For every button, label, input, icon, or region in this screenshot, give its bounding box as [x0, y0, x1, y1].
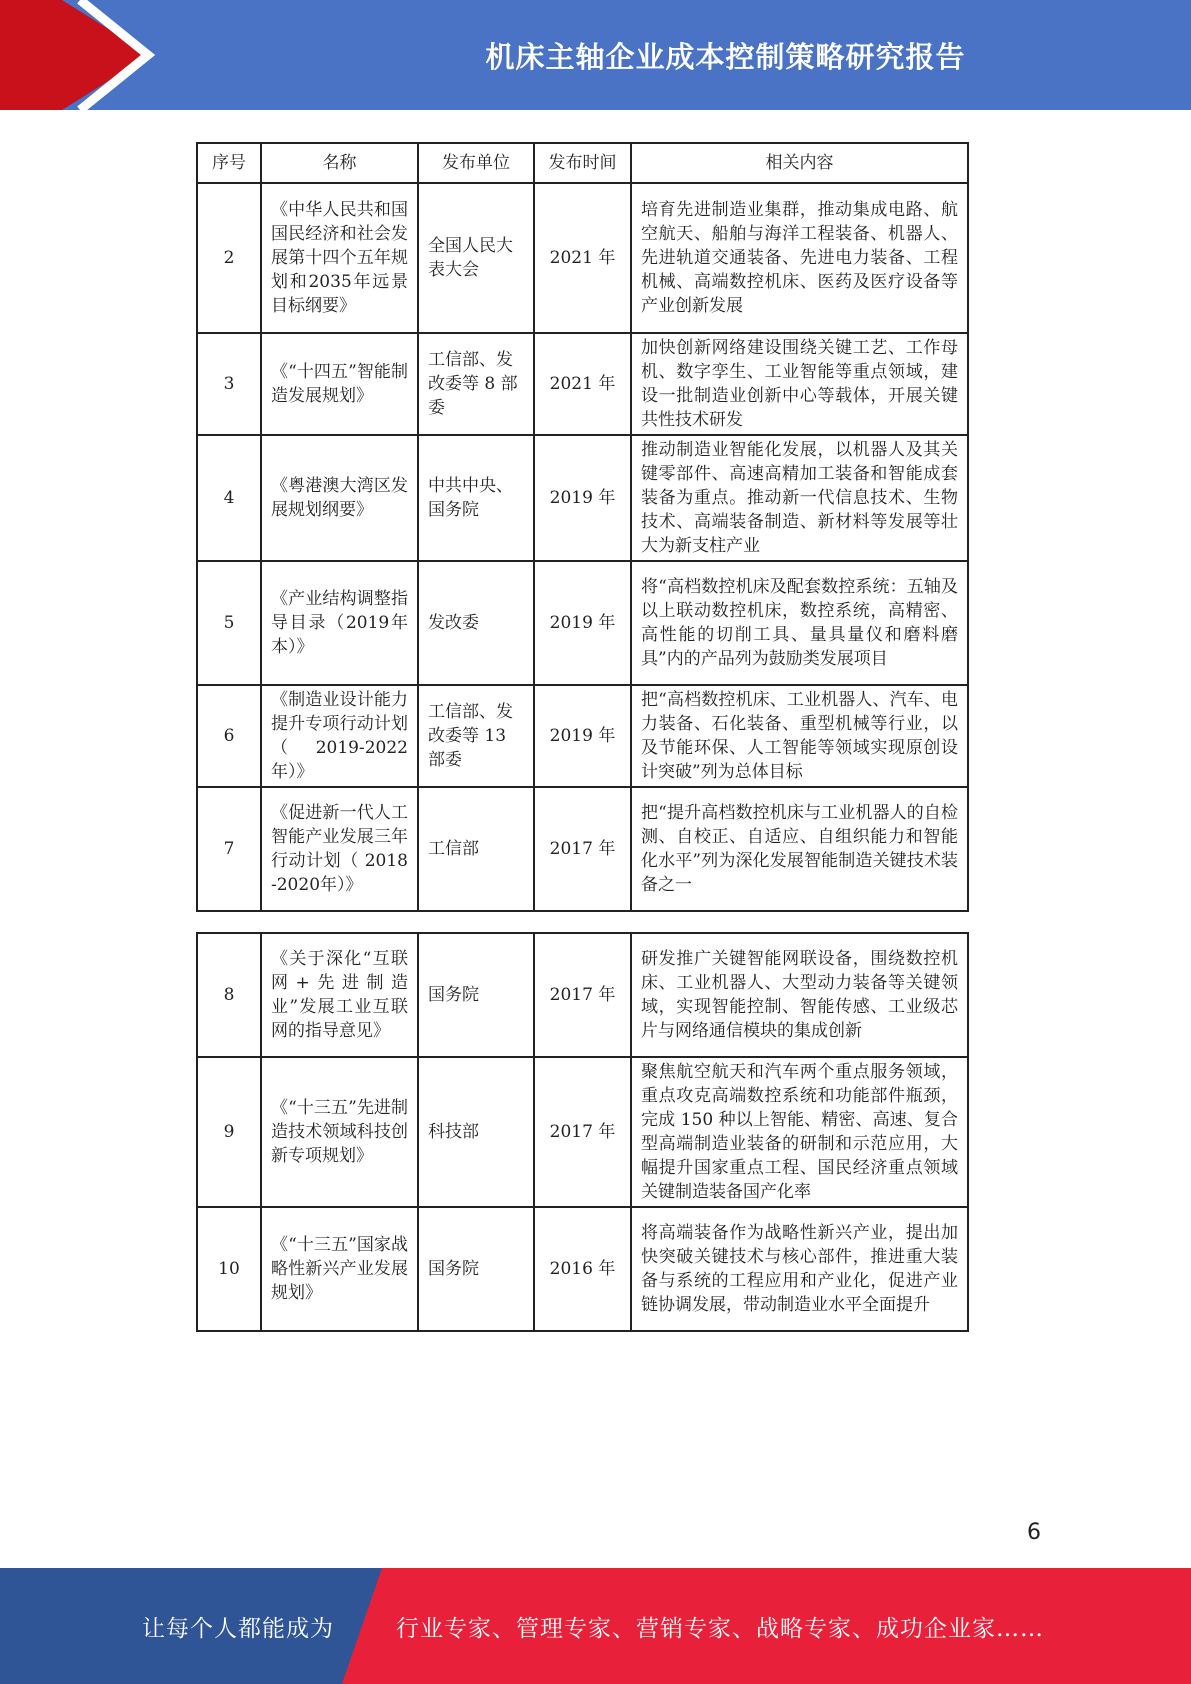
- release-date: 2019 年: [534, 685, 631, 787]
- related-content: 加快创新网络建设围绕关键工艺、工作母机、数字孪生、工业智能等重点领域，建设一批制造业创新中心等载体，开展关键共性技术研发: [631, 333, 968, 435]
- footer-slogan-left: 让每个人都能成为: [142, 1615, 334, 1642]
- table-row: [197, 787, 968, 911]
- release-date: 2016 年: [534, 1207, 631, 1331]
- related-content: 将高端装备作为战略性新兴产业，提出加快突破关键技术与核心部件，推进重大装备与系统的工程应用和产业化，促进产业链协调发展，带动制造业水平全面提升: [631, 1207, 968, 1331]
- issuer: 工信部、发改委等 8 部委: [418, 333, 534, 435]
- policy-table-part-1: [196, 142, 969, 912]
- row-number: 10: [197, 1207, 261, 1331]
- release-date: 2019 年: [534, 435, 631, 561]
- policy-table-part-2: [196, 932, 969, 1332]
- issuer: 国务院: [418, 1207, 534, 1331]
- issuer: 工信部: [418, 787, 534, 911]
- policy-name: 《粤港澳大湾区发展规划纲要》: [261, 435, 418, 561]
- column-header-content: 相关内容: [631, 143, 968, 183]
- related-content: 将“高档数控机床及配套数控系统：五轴及以上联动数控机床，数控系统，高精密、高性能的切削工具、量具量仪和磨料磨具”内的产品列为鼓励类发展项目: [631, 561, 968, 685]
- issuer: 全国人民大表大会: [418, 183, 534, 333]
- row-number: 8: [197, 933, 261, 1057]
- issuer: 工信部、发改委等 13 部委: [418, 685, 534, 787]
- release-date: 2017 年: [534, 933, 631, 1057]
- table-row: [197, 435, 968, 561]
- row-number: 5: [197, 561, 261, 685]
- report-title: 机床主轴企业成本控制策略研究报告: [485, 39, 966, 74]
- policy-name: 《“十四五”智能制造发展规划》: [261, 333, 418, 435]
- policy-name: 《关于深化“互联网+先进制造业”发展工业互联网的指导意见》: [261, 933, 418, 1057]
- row-number: 6: [197, 685, 261, 787]
- row-number: 7: [197, 787, 261, 911]
- table-header-row: [197, 143, 968, 183]
- issuer: 国务院: [418, 933, 534, 1057]
- issuer: 中共中央、国务院: [418, 435, 534, 561]
- footer-slogan-right: 行业专家、管理专家、营销专家、战略专家、成功企业家……: [396, 1615, 1044, 1642]
- release-date: 2021 年: [534, 333, 631, 435]
- related-content: 聚焦航空航天和汽车两个重点服务领域，重点攻克高端数控系统和功能部件瓶颈，完成 150 种以上智能、精密、高速、复合型高端制造业装备的研制和示范应用，大幅提升国家重点工程、国民经济重点领域关键制造装备国产化率: [631, 1057, 968, 1207]
- column-header-date: 发布时间: [534, 143, 631, 183]
- policy-name: 《促进新一代人工智能产业发展三年行动计划（ 2018-2020年）》: [261, 787, 418, 911]
- policy-name: 《制造业设计能力提升专项行动计划（2019-2022年）》: [261, 685, 418, 787]
- table-row: [197, 933, 968, 1057]
- table-row: [197, 1207, 968, 1331]
- table-row: [197, 1057, 968, 1207]
- table-row: [197, 183, 968, 333]
- row-number: 4: [197, 435, 261, 561]
- related-content: 把“高档数控机床、工业机器人、汽车、电力装备、石化装备、重型机械等行业，以及节能环保、人工智能等领域实现原创设计突破”列为总体目标: [631, 685, 968, 787]
- related-content: 把“提升高档数控机床与工业机器人的自检测、自校正、自适应、自组织能力和智能化水平”列为深化发展智能制造关键技术装备之一: [631, 787, 968, 911]
- release-date: 2019 年: [534, 561, 631, 685]
- footer-banner: [0, 1568, 1191, 1684]
- related-content: 研发推广关键智能网联设备，围绕数控机床、工业机器人、大型动力装备等关键领域，实现智能控制、智能传感、工业级芯片与网络通信模块的集成创新: [631, 933, 968, 1057]
- release-date: 2017 年: [534, 787, 631, 911]
- column-header-no: 序号: [197, 143, 261, 183]
- release-date: 2017 年: [534, 1057, 631, 1207]
- header-banner: [0, 0, 1191, 110]
- row-number: 3: [197, 333, 261, 435]
- table-row: [197, 685, 968, 787]
- row-number: 9: [197, 1057, 261, 1207]
- row-number: 2: [197, 183, 261, 333]
- issuer: 科技部: [418, 1057, 534, 1207]
- policy-name: 《“十三五”先进制造技术领域科技创新专项规划》: [261, 1057, 418, 1207]
- issuer: 发改委: [418, 561, 534, 685]
- table-row: [197, 561, 968, 685]
- column-header-issuer: 发布单位: [418, 143, 534, 183]
- policy-name: 《产业结构调整指导目录（2019年本）》: [261, 561, 418, 685]
- release-date: 2021 年: [534, 183, 631, 333]
- related-content: 推动制造业智能化发展，以机器人及其关键零部件、高速高精加工装备和智能成套装备为重点。推动新一代信息技术、生物技术、高端装备制造、新材料等发展等壮大为新支柱产业: [631, 435, 968, 561]
- column-header-name: 名称: [261, 143, 418, 183]
- page-number: 6: [1027, 1520, 1041, 1545]
- policy-name: 《中华人民共和国国民经济和社会发展第十四个五年规划和2035年远景目标纲要》: [261, 183, 418, 333]
- table-row: [197, 333, 968, 435]
- policy-name: 《“十三五”国家战略性新兴产业发展规划》: [261, 1207, 418, 1331]
- related-content: 培育先进制造业集群，推动集成电路、航空航天、船舶与海洋工程装备、机器人、先进轨道交通装备、先进电力装备、工程机械、高端数控机床、医药及医疗设备等产业创新发展: [631, 183, 968, 333]
